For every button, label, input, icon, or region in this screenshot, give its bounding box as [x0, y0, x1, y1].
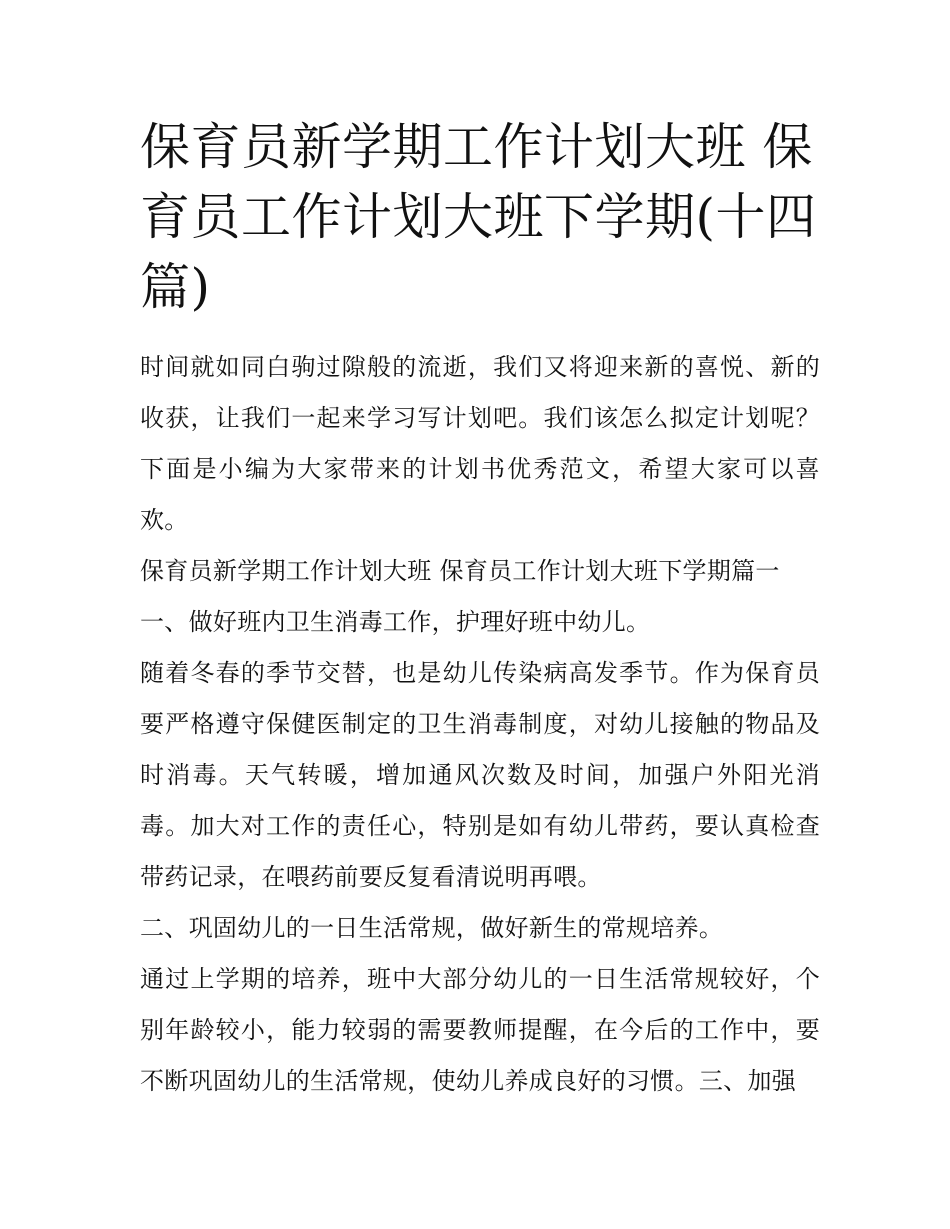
- section-heading: 保育员新学期工作计划大班 保育员工作计划大班下学期篇一: [140, 557, 780, 585]
- item-heading-two: 二、巩固幼儿的一日生活常规，做好新生的常规培养。: [140, 914, 724, 942]
- item-heading-one: 一、做好班内卫生消毒工作，护理好班中幼儿。: [140, 608, 651, 636]
- item-two-paragraph: 通过上学期的培养，班中大部分幼儿的一日生活常规较好，个别年龄较小，能力较弱的需要教师提醒，在今后的工作中，要不断巩固幼儿的生活常规，使幼儿养成良好的习惯。三、加强: [140, 965, 820, 1095]
- document-body: [140, 342, 820, 1107]
- intro-paragraph: 时间就如同白驹过隙般的流逝，我们又将迎来新的喜悦、新的收获，让我们一起来学习写计划吧。我们该怎么拟定计划呢？下面是小编为大家带来的计划书优秀范文，希望大家可以喜欢。: [140, 353, 820, 534]
- item-one-paragraph: 随着冬春的季节交替，也是幼儿传染病高发季节。作为保育员要严格遵守保健医制定的卫生消毒制度，对幼儿接触的物品及时消毒。天气转暖，增加通风次数及时间，加强户外阳光消毒。加大对工作的责任心，特别是如有幼儿带药，要认真检查带药记录，在喂药前要反复看清说明再喂。: [140, 659, 820, 891]
- document-title: 保育员新学期工作计划大班 保育员工作计划大班下学期(十四篇): [140, 118, 817, 316]
- document-page: [140, 112, 820, 1107]
